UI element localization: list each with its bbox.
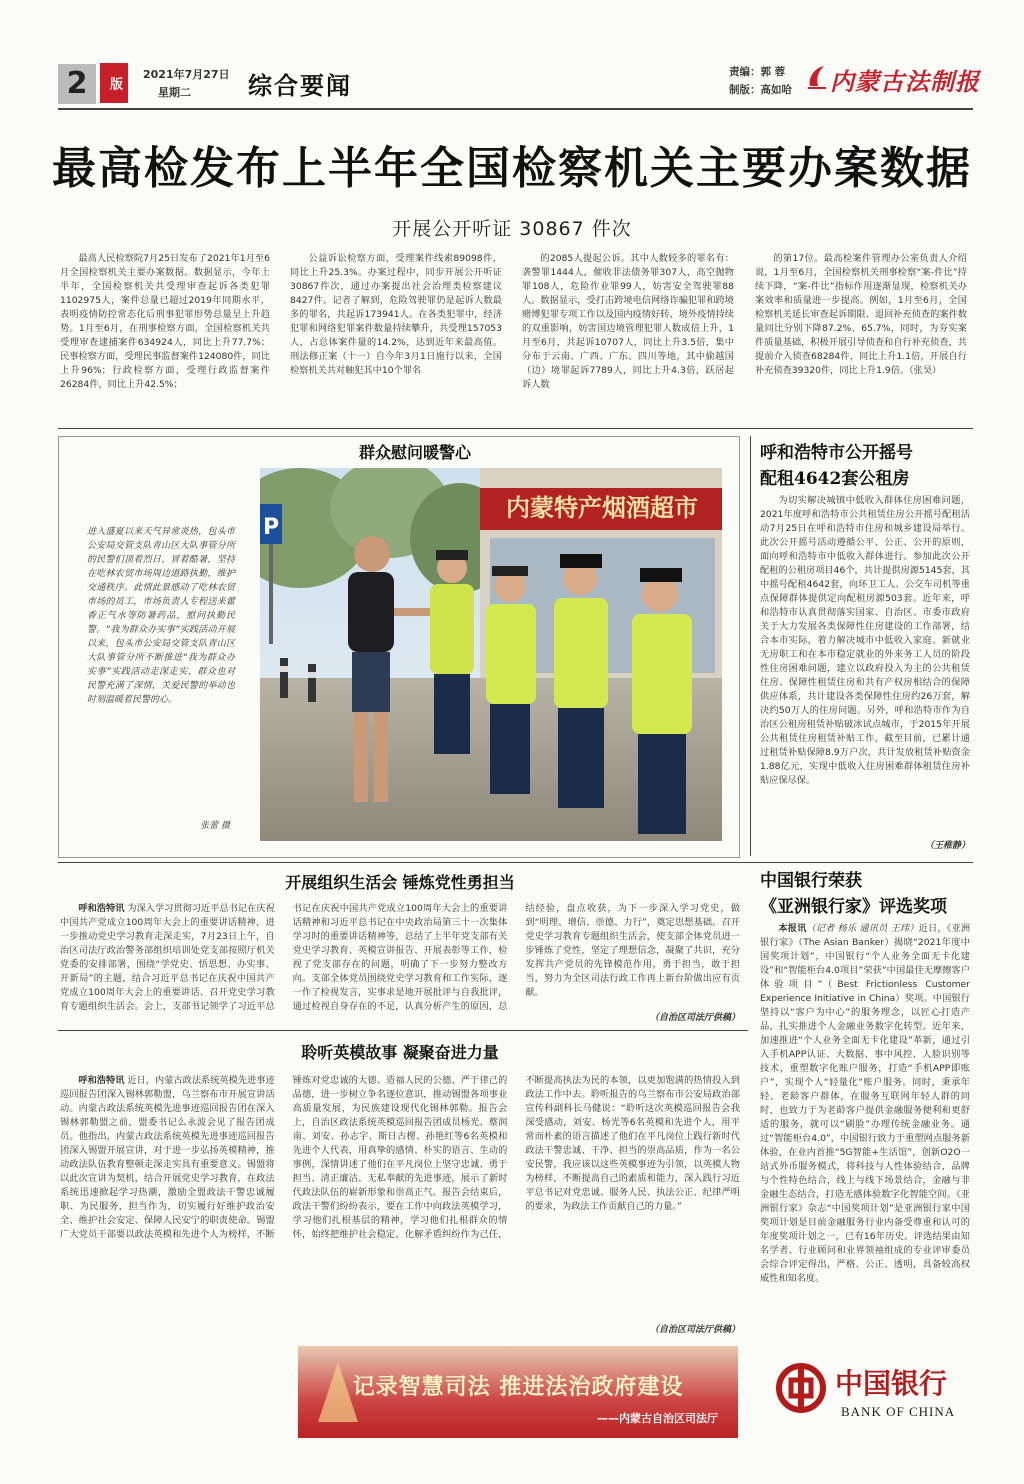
bank-logo-cn: 中国银行 xyxy=(835,1367,948,1400)
heroes-article xyxy=(60,1074,740,1334)
issue-weekday: 星期二 xyxy=(158,86,191,99)
maker-credit: 制版：高如哈 xyxy=(729,84,792,96)
lead-article-col1 xyxy=(60,252,270,422)
page-label: 版 xyxy=(100,63,128,103)
header-rule xyxy=(58,108,973,110)
bank-title-line1: 中国银行荣获 xyxy=(760,871,862,891)
sub-headline: 开展公开听证 30867 件次 xyxy=(392,218,632,240)
lead-col4-text: 的第17位。最高检案件管理办公室负责人介绍说，1月至6月，全国检察机关刑事检察“案-件比”持续下降，“案-件比”指标作用逐渐显现，检察机关办案效率和质量进一步提高。例如，1月至6月，全国检察机关延长审查起诉期限、退回补充侦查的案件数量同比分别下降87.2%、65.7%，同时，为夯实案件质量基础，积极开展引导侦查和自行补充侦查，共提前介入侦查68284件，同比上升1.1倍，开展自行补充侦查39320件，同比上升1.9倍。（张昊） xyxy=(755,253,967,376)
party-lead-label: 呼和浩特讯 xyxy=(78,903,125,914)
bank-lead-label: 本报讯 xyxy=(778,923,807,934)
party-credit: （自治区司法厅供稿） xyxy=(649,1013,740,1023)
photo-story-title: 群众慰问暖警心 xyxy=(358,443,471,462)
lead-article-col4 xyxy=(755,252,967,422)
store-sign: 内蒙特产烟酒超市 xyxy=(506,493,698,522)
issue-date: 2021年7月27日 xyxy=(143,68,230,81)
photo-caption xyxy=(87,525,235,707)
housing-credit: （王稚静） xyxy=(924,841,970,851)
editor-credit: 责编：郭 蓉 xyxy=(729,66,786,78)
lead-bottom-rule xyxy=(58,428,973,429)
bank-title xyxy=(760,868,970,920)
main-headline: 最高检发布上半年全国检察机关主要办案数据 xyxy=(52,143,972,194)
bank-of-china-icon xyxy=(775,1362,827,1414)
housing-title xyxy=(760,440,970,492)
masthead: 内蒙古法制报 xyxy=(830,67,980,96)
page-number: 2 xyxy=(66,66,88,101)
lead-article-col3 xyxy=(522,252,734,422)
heroes-credit: （自治区司法厅供稿） xyxy=(649,1325,740,1335)
bank-of-china-logo xyxy=(775,1356,975,1436)
photo-credit: 张蕾 摄 xyxy=(200,821,230,831)
banner-main-text: 记录智慧司法 推进法治政府建设 xyxy=(352,1374,684,1400)
bank-article xyxy=(760,922,970,1338)
bank-lead-note: （记者 杨乐 通讯员 王玮） xyxy=(806,923,919,934)
lead-col1-text: 最高人民检察院7月25日发布了2021年1月至6月全国检察机关主要办案数据。数据显示，今年上半年，全国检察机关共受理审查起诉各类犯罪1102975人，案件总量已超过2019年同期水平，表明疫情防控常态化后刑事犯罪形势总量呈上升趋势。1月至6月，在刑事检察方面，全国检察机关共受理审查逮捕案件634924人，同比上升77.7%；民事检察方面，受理民事监督案件124080件，同比上升96%；行政检察方面，受理行政监督案件26284件，同比上升42.5%； xyxy=(60,253,270,390)
housing-title-line2: 配租4642套公租房 xyxy=(760,469,910,489)
bank-title-line2: 《亚洲银行家》评选奖项 xyxy=(760,897,947,917)
section-title: 综合要闻 xyxy=(248,71,352,100)
photo-caption-text: 进入盛夏以来天气异常炎热，包头市公安局交管支队青山区大队事管分所的民警们顶着烈日、冒着酷暑，坚持在吃林农贸市场周边道路执勤，维护交通秩序。此情此景感动了吃林农贸市场的员工，市场负责人专程送来藿香正气水等防暑药品，慰问执勤民警。“我为群众办实事”实践活动开展以来，包头市公安局交管支队青山区大队事管分所不断推进“我为群众办实事”实践活动走深走实，群众也对民警充满了深情，关爱民警的举动也时刻温暖着民警的心。 xyxy=(87,527,235,705)
mid-rule xyxy=(58,862,973,863)
heroes-body: 近日，内蒙古政法系统英模先进事迹巡回报告团深入锡林郭勒盟，乌兰察布市开展宣讲活动。内蒙古政法系统英模先进事迹巡回报告团在深入锡林郭勒盟之前，盟委书记么永波会见了报告团成员。他指出，内蒙古政法系统英模先进事迹巡回报告团深入锡盟开展宣讲，对于进一步弘扬英模精神，推动政法队伍教育整顿走深走实具有重要意义。锡盟将以此次宣讲为契机，结合开展党史学习教育，在政法系统迅速掀起学习热潮，激励全盟政法干警忠诚履职、为民服务，担当作为，切实履行好维护政治安全、维护社会安定、保障人民安宁的职责使命。锡盟广大党员干部要以政法英模和先进个人为榜样，不断锤炼对党忠诚的大德、造福人民的公德、严于律己的品德，进一步树立争名逐位意识，推动锡盟各项事业高质量发展，为民族建设现代化锡林郭勒。报告会上，自治区政法系统英模巡回报告团成员杨光、蔡润南、刘安、孙志宇、斯日古楞、孙艳红等6名英模和先进个人代表，用真挚的感情、朴实的语言、生动的事例，深情讲述了他们在平凡岗位上坚守忠诚、勇于担当、清正廉洁、无私奉献的先进事迹，展示了新时代政法队伍的崭新形象和崇高正气。报告会结束后，政法干警们纷纷表示，要在工作中向政法英模学习，学习他们扎根基层的精神，学习他们扎根群众的情怀，始终把维护社会稳定、化解矛盾纠纷作为己任，不断提高执法为民的本领，以更加饱满的热情投入到政法工作中去。聆听报告的乌兰察布市公安局政治部宣传科副科长马健说：“聆听这次英模巡回报告会我深受感动，刘安、杨光等6名英模和先进个人，用平常而朴素的语言描述了他们在平凡岗位上践行新时代政法干警忠诚、干净、担当的崇高品质，作为一名公安民警，我应该以这些英模事迹为引领，以英模人物为榜样，不断提高自己的素质和能力，深入践行习近平总书记对党忠诚、服务人民、执法公正、纪律严明的要求，为政法工作贡献自己的力量。” xyxy=(60,1075,740,1240)
smart-justice-banner xyxy=(298,1346,738,1438)
party-bottom-rule xyxy=(58,1030,748,1031)
photo-police-visit xyxy=(260,468,722,841)
housing-title-line1: 呼和浩特市公开摇号 xyxy=(760,443,913,463)
bank-logo-en: BANK OF CHINA xyxy=(841,1404,956,1419)
lead-col3-text: 的2085人提起公诉。其中人数较多的罪名有：袭警罪1444人，催收非法债务罪307人，高空抛物罪108人，危险作业罪99人，妨害安全驾驶罪88人。数据显示，受打击跨境电信网络诈骗犯罪和跨境赌博犯罪专项工作以及国内疫情好转、境外疫情持续的双重影响，妨害国边境管理犯罪人数成倍上升，1月至6月，共起诉10707人，同比上升3.5倍，集中分布于云南、广西、广东、四川等地，其中偷越国（边）境罪起诉7789人，同比上升4.3倍，跃居起诉人数 xyxy=(522,253,734,390)
party-article xyxy=(60,902,740,1014)
bank-body: 近日，《亚洲银行家》（The Asian Banker）揭晓“2021年度中国奖项计划”，中国银行“个人业务全面无卡化建设”和“智能柜台4.0项目”荣获“中国最佳无摩擦客户体验项目”（Best Frictionless Customer Experience Initiative in China）奖项。中国银行坚持以“客户为中心”的服务理念，以匠心打造产品，扎实推进个人金融业务数字化转型。近年来，加速推进“个人业务全面无卡化建设”革新，通过引入手机APP认证、大数据、事中风控、人脸识别等技术，重塑数字化账户服务，打造“手机APP即账户”，实现个人“轻量化”账户服务。同时，秉承年轻、老龄客户群体，在服务互联网年轻人群的同时，也致力于为老龄客户提供金融服务便利和更舒适的服务，就可以“刷脸”办理传统金融业务。通过“智能柜台4.0”，中国银行致力于重塑网点服务新体验，在业内首推“5G智能+生活馆”，创新O2O一站式外币服务模式，将科技与人性体验结合，品牌与个性特色结合，线上与线下场景结合，金融与非金融生态结合，打造无感体验数字化智能空间。《亚洲银行家》杂志“中国奖项计划”是亚洲银行家中国奖项计划是目前金融服务行业内备受尊重和认可的年度奖项计划之一，已有16年历史。评选结果由知名学者、行业顾问和业界领袖组成的专业评审委员会综合评定得出，严格、公正、透明，具备较高权威性和知名度。 xyxy=(760,923,970,1284)
lead-article-col2 xyxy=(290,252,502,422)
housing-article xyxy=(760,494,970,846)
housing-body: 为切实解决城镇中低收入群体住房困难问题，2021年度呼和浩特市公共租赁住房公开摇号配租活动7月25日在呼和浩特市住房和城乡建设局举行。此次公开摇号活动遵循公平、公正、公开的原则，面向呼和浩特市中低收入群体进行。参加此次公开配租的公租房项目46个，共计提供房源5145套，其中摇号配租4642套，向环卫工人、公交车司机等重点保障群体提供定向配租房源503套。近年来，呼和浩特市认真贯彻落实国家、自治区、市委市政府关于大力发展各类保障性住房建设的工作部署，结合本市实际，着力解决城市中低收入家庭、新就业无房职工和在本市稳定就业的外来务工人员的阶段性住房困难问题，建立以政府投入为主的公共租赁住房、保障性租赁住房和共有产权房相结合的保障供应体系，共计建设各类保障性住房约26万套，解决约50万人的住房问题。另外，呼和浩特市作为自治区公租房租赁补贴破冰试点城市，于2015年开展公共租赁住房租赁补贴工作，截至目前，已累计通过租赁补贴保障8.9万户次，共计发放租赁补贴资金1.88亿元，实现中低收入住房困难群体租赁住房补贴应保尽保。 xyxy=(760,495,970,786)
party-body: 为深入学习贯彻习近平总书记在庆祝中国共产党成立100周年大会上的重要讲话精神，进一步推动党史学习教育走深走实，7月23日上午，自治区司法厅政治警务部组织培训处党支部按照厅机关党委的安排部署，围绕“学党史、悟思想、办实事、开新局”的主题，结合习近平总书记在庆祝中国共产党成立100周年大会上的重要讲话、召开党史学习教育专题组织生活会。会上，支部书记领学了习近平总书记在庆祝中国共产党成立100周年大会上的重要讲话精神和习近平总书记在中央政治局第三十一次集体学习时的重要讲话精神等，总结了上半年党支部有关党史学习教育、英模宣讲报告、开展表彰等工作，检视了党支部存在的问题，明确了下一步努力整改方向。支部全体党员围绕党史学习教育和工作实际，逐一作了检视发言，实事求是地开展批评与自我批评，通过检视自身存在的不足，认真分析产生的原因，总结经验，盘点收获，为下一步深入学习党史，做到“明理、增信、崇德、力行”，奠定思想基础。召开党史学习教育专题组织生活会，使支部全体党员进一步锤炼了党性，坚定了理想信念，凝聚了共识，充分发挥共产党员的先锋模范作用，勇于担当，敢于担当，努力为全区司法行政工作再上新台阶做出应有贡献。 xyxy=(60,903,740,1012)
heroes-lead-label: 呼和浩特讯 xyxy=(78,1075,125,1086)
party-title: 开展组织生活会 锤炼党性勇担当 xyxy=(285,873,515,892)
banner-sub-text: ——内蒙古自治区司法厅 xyxy=(597,1412,718,1425)
parking-sign: P xyxy=(262,515,280,540)
heroes-title: 聆听英模故事 凝聚奋进力量 xyxy=(301,1043,499,1062)
masthead-logo-icon xyxy=(806,64,828,90)
right-column-divider xyxy=(750,436,751,856)
lead-col2-text: 公益诉讼检察方面，受理案件线索89098件，同比上升25.3%。办案过程中，同步开展公开听证30867件次，通过办案提出社会治理类检察建议8427件。记者了解到，危险驾驶罪仍是起诉人数最多的罪名，共起诉173941人。在各类犯罪中，经济犯罪和网络犯罪案件数量持续攀升，共受理157053人，占总体案件量的14.2%，达到近年来最高值。刑法修正案（十一）自今年3月1日施行以来，全国检察机关共对触犯其中10个罪名 xyxy=(290,253,502,376)
